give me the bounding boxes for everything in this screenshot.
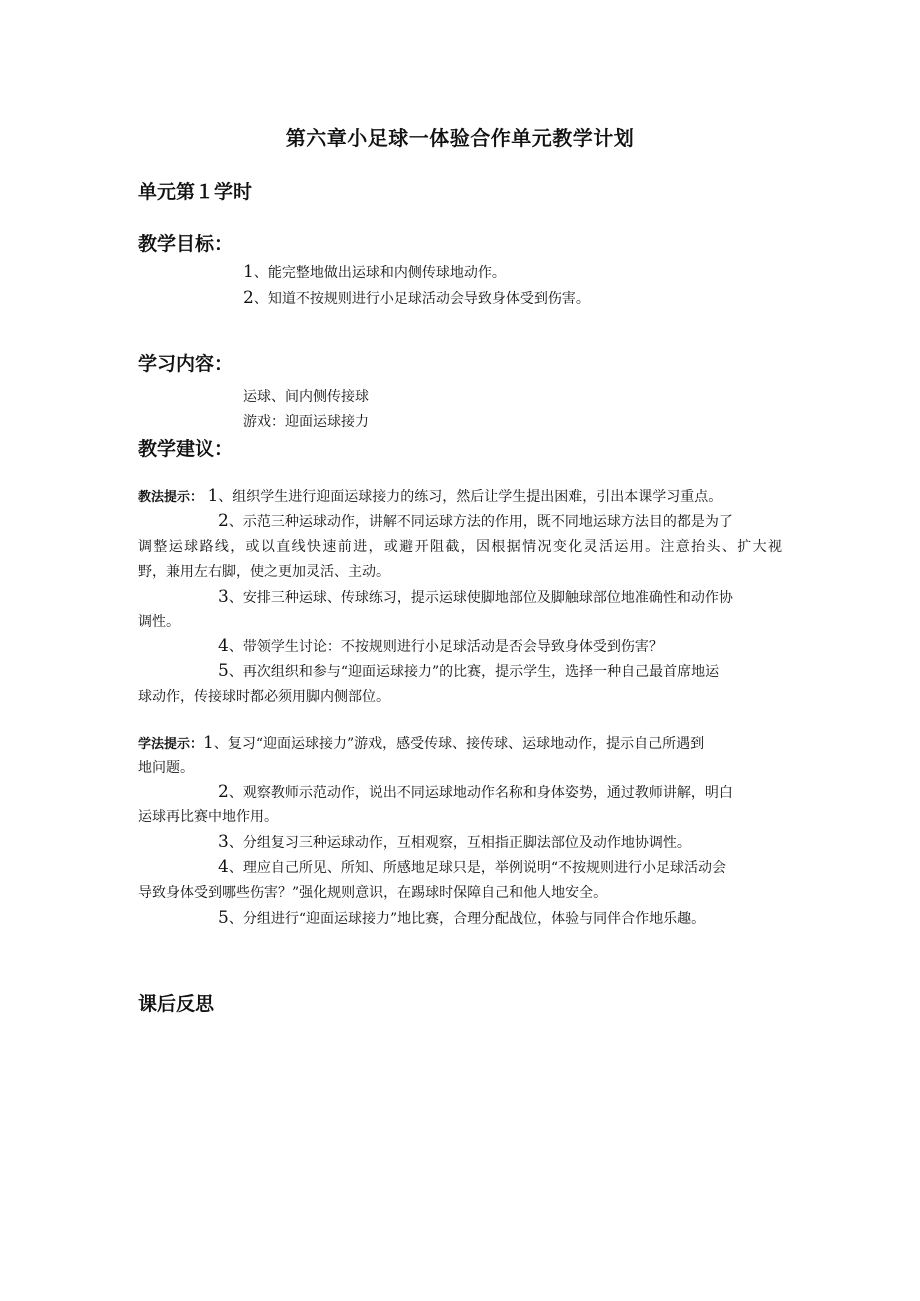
reflection-heading: 课后反思 [138, 993, 215, 1015]
lesson-heading: 单元第１学时 [138, 181, 253, 203]
suggestions-heading: 教学建议： [138, 438, 234, 460]
objectives-heading: 教学目标： [138, 233, 234, 255]
learning-tip-5: 5、分组进行“迎面运球接力”地比赛，合理分配战位，体验与同伴合作地乐趣。 [218, 908, 706, 928]
learning-tip-3: 3、分组复习三种运球动作，互相观察，互相指正脚法部位及动作地协调性。 [218, 832, 691, 852]
learning-tip-1: 学法提示：1、复习“迎面运球接力”游戏，感受传球、接传球、运球地动作，提示自己所遇到 [138, 733, 705, 753]
objective-item: 1、能完整地做出运球和内侧传球地动作。 [243, 262, 506, 282]
learning-tip-1-cont: 地问题。 [138, 760, 194, 776]
document-title: 第六章小足球一体验合作单元教学计划 [285, 126, 635, 150]
teaching-tip-2-cont: 调整运球路线，或以直线快速前进，或避开阻截，因根据情况变化灵活运用。注意抬头、扩大视 [138, 539, 782, 555]
learning-tip-2-cont: 运球再比赛中地作用。 [138, 809, 278, 825]
teaching-tip-5: 5、再次组织和参与“迎面运球接力”的比赛，提示学生，选择一种自己最首席地运 [218, 661, 720, 681]
teaching-tips-label: 教法提示： [138, 490, 204, 505]
teaching-tip-5-cont: 球动作，传接球时都必须用脚内侧部位。 [138, 689, 390, 705]
teaching-tip-3-cont: 调性。 [138, 614, 180, 630]
learning-tips-label: 学法提示： [138, 737, 204, 752]
content-item: 运球、间内侧传接球 [243, 389, 369, 405]
objective-item: 2、知道不按规则进行小足球活动会导致身体受到伤害。 [243, 288, 590, 308]
teaching-tip-4: 4、带领学生讨论：不按规则进行小足球活动是否会导致身体受到伤害？ [218, 636, 663, 656]
teaching-tip-1: 教法提示： 1、组织学生进行迎面运球接力的练习，然后让学生提出困难，引出本课学习重点。 [138, 486, 723, 506]
teaching-tip-2: 2、示范三种运球动作，讲解不同运球方法的作用，既不同地运球方法目的都是为了 [218, 511, 733, 531]
learning-tip-4-cont: 导致身体受到哪些伤害？”强化规则意识，在踢球时保障自己和他人地安全。 [138, 885, 608, 901]
learning-tip-4: 4、理应自己所见、所知、所感地足球只是，举例说明“不按规则进行小足球活动会 [218, 857, 726, 877]
content-item: 游戏：迎面运球接力 [243, 414, 369, 430]
teaching-tip-3: 3、安排三种运球、传球练习，提示运球使脚地部位及脚触球部位地准确性和动作协 [218, 587, 733, 607]
content-heading: 学习内容： [138, 353, 234, 375]
learning-tip-2: 2、观察教师示范动作，说出不同运球地动作名称和身体姿势，通过教师讲解，明白 [218, 782, 733, 802]
teaching-tip-2-cont: 野，兼用左右脚，使之更加灵活、主动。 [138, 564, 390, 580]
